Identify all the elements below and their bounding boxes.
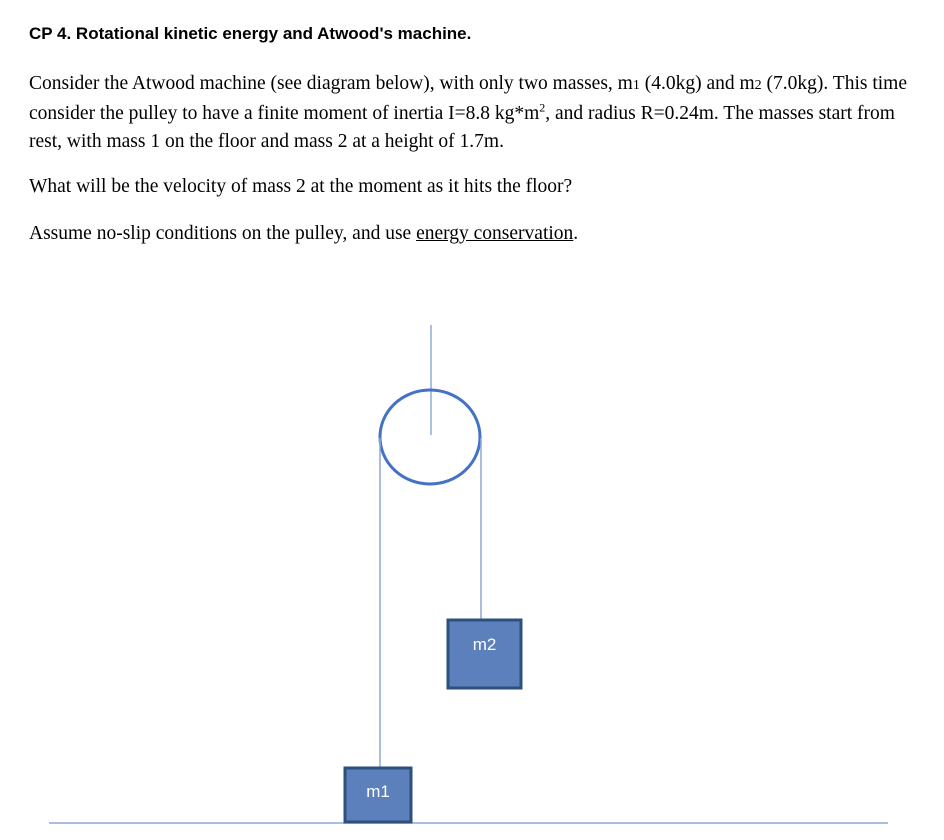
desc-text-3: (7.0kg). This time consider the pulley to have a finite moment of inertia I=8.8 kg*m [29, 73, 907, 124]
desc-text-1: Consider the Atwood machine (see diagram below), with only two masses, m [29, 73, 633, 94]
problem-heading: CP 4. Rotational kinetic energy and Atwood's machine. [29, 24, 472, 43]
subscript-2: 2 [754, 78, 762, 93]
energy-conservation-link: energy conservation [416, 223, 574, 244]
subscript-1: 1 [632, 78, 640, 93]
mass-1-label: m1 [366, 782, 390, 801]
desc-text-2: (4.0kg) and m [639, 73, 755, 94]
assumption-text-1: Assume no-slip conditions on the pulley, and use [29, 223, 417, 244]
problem-question: What will be the velocity of mass 2 at the moment as it hits the floor? [29, 176, 573, 197]
superscript-2: 2 [539, 100, 546, 115]
mass-2-block [448, 620, 521, 688]
assumption-text-2: . [573, 223, 579, 244]
mass-2-label: m2 [472, 635, 497, 654]
desc-text-4: , and radius R=0.24m. The masses start from rest, with mass 1 on the floor and mass 2 at a height of 1.7m. [29, 103, 895, 152]
pulley [380, 390, 480, 484]
